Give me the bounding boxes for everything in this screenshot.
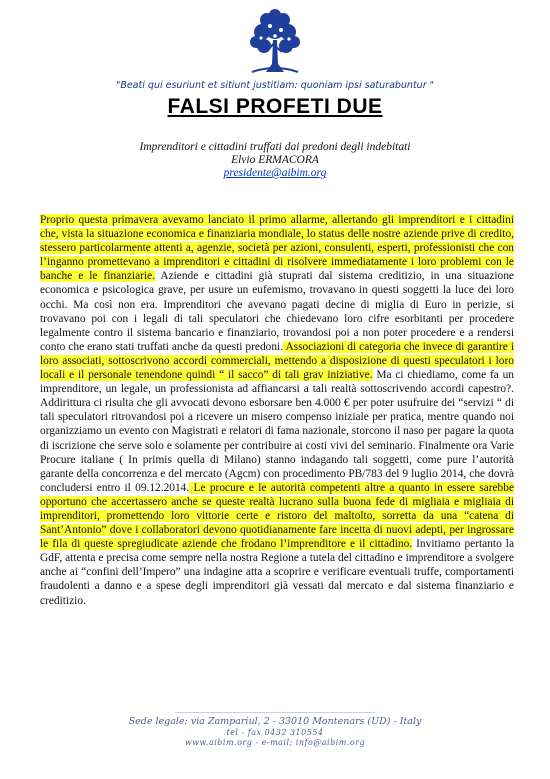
article-paragraph-2: Aziende e cittadini già stuprati dal sistema creditizio, in una situazione economica e psicologica grave, per usure un eufemismo, trovavano in questi soggetti la luce dei loro occhi. Ma così non era. Imprenditori che avevano pagati decine di miglia di Euro in perizie, si trovavano poi con i legali di tali speculatori che chiedevano loro cifre esorbitanti per procedere legalmente contro il sistema bancario e finanziario, trovandosi poi a non poter procedere e a rendersi conto che erano stati truffati anche da questi predoni.: [40, 270, 514, 353]
subtitle: Imprenditori e cittadini truffati dai predoni degli indebitati: [139, 141, 411, 153]
tree-emblem-icon: [246, 6, 304, 78]
footer-phone: tel - fax 0432 310554: [226, 728, 324, 737]
article-paragraph-1: Proprio questa primavera avevamo lanciato il primo allarme, allertando gli imprenditori e i cittadini che, vista la situazione economica e finanziaria mondiale, lo status delle nostre aziende prive di credito, stessero particolarmente attenti a, agenzie, società per azioni, consulenti, esperti, professionisti che con l’inganno promettevano a imprenditori e cittadini di risolvere immediatamente i loro problemi con le banche e le finanziarie.: [40, 214, 514, 283]
footer-address: Sede legale: via Zampariul, 2 - 33010 Montenars (UD) - Italy: [128, 716, 422, 727]
article-paragraph-4: Ma ci chiediamo, come fa un imprenditore, un legale, un professionista ad affiancarsi a tali realtà sottoscrivendo accordi capestro?. Addirittura ci risulta che gli avvocati devono esborsare ben 4.000 € per poter usufruire dei “servizi “ di tali speculatori ritrovandosi poi a ricevere un misero compenso iniziale per pratica, mentre quando noi organizziamo un evento con Magistrati e relatori di fama nazionale, storcono il naso per pagare la quota di iscrizione che serve solo e solamente per contribuire ai costi vivi del seminario. Finalmente ora Varie Procure italiane ( In primis quella di Milano) stanno indagando tali soggetti, come pure l’autorità garante della concorrenza e del mercato (Agcm) con procedimento PB/783 del 9 luglio 2014, che dovrà concludersi entro il 09.12.2014.: [40, 369, 514, 494]
footer-divider: [175, 712, 375, 713]
author-email-link[interactable]: presidente@aibim.org: [223, 167, 327, 179]
page-title: FALSI PROFETI DUE: [167, 95, 383, 118]
article-body: [40, 213, 514, 608]
author: Elvio ERMACORA: [231, 154, 319, 166]
article-paragraph-3: Associazioni di categoria che invece di garantire i loro associati, sottoscrivono accordi commerciali, mettendo a disposizione di questi speculatori i loro locali e il personale tenendone quindi “ il sacco” di tali grav iniziative.: [40, 340, 514, 382]
footer: [0, 716, 550, 748]
footer-web: www.aibim.org - e-mail: info@aibim.org: [184, 738, 366, 747]
article-paragraph-5: Le procure e le autorità competenti altre a quanto in essere sarebbe opportuno che accertassero anche se queste realtà lucrano sulla buona fede di migliaia e migliaia di imprenditori, promettendo loro vittorie certe e ristoro del maltolto, sorretta da una “catena di Sant’Antonio” dove i collaboratori devono quotidianamente fare incetta di nuovi adepti, per ingrossare le fila di queste spregiudicate aziende che frodano l’imprenditore e il cittadino.: [40, 481, 514, 551]
article-paragraph-6: Invitiamo pertanto la GdF, attenta e precisa come sempre nella nostra Regione a tutela del cittadino e imprenditore a svolgere anche ai “confini dell’Impero” una indagine atta a scoprire e verificare eventuali truffe, comportamenti fraudolenti a danno e a spese degli imprenditori già vessati dal mercato e dal sistema finanziario e creditizio.: [40, 538, 514, 607]
motto: "Beati qui esuriunt et sitiunt justitiam: quoniam ipsi saturabuntur ": [115, 80, 434, 91]
